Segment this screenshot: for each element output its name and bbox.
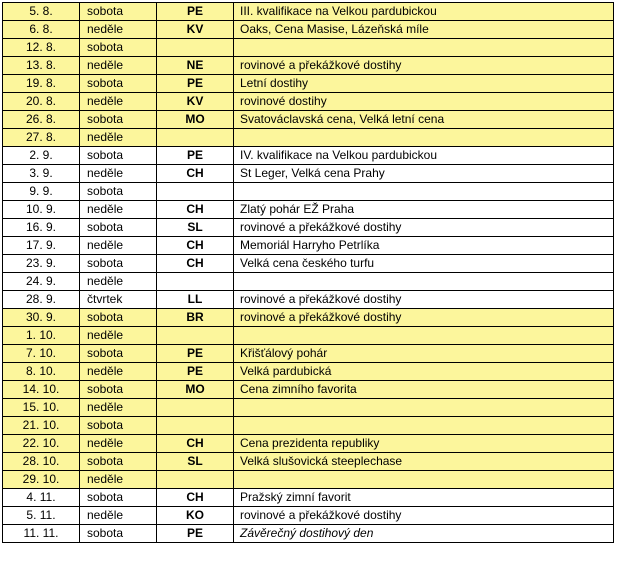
- event-cell: [234, 399, 614, 417]
- date-cell: 27. 8.: [3, 129, 80, 147]
- track-code-cell: KV: [157, 21, 234, 39]
- table-row: [3, 453, 614, 471]
- track-code-cell: PE: [157, 345, 234, 363]
- event-cell: IV. kvalifikace na Velkou pardubickou: [234, 147, 614, 165]
- event-cell: [234, 273, 614, 291]
- track-code-cell: CH: [157, 255, 234, 273]
- date-cell: 8. 10.: [3, 363, 80, 381]
- day-cell: neděle: [80, 237, 157, 255]
- track-code-cell: PE: [157, 363, 234, 381]
- date-cell: 4. 11.: [3, 489, 80, 507]
- event-cell: [234, 327, 614, 345]
- track-code-cell: CH: [157, 165, 234, 183]
- table-row: [3, 525, 614, 543]
- event-cell: St Leger, Velká cena Prahy: [234, 165, 614, 183]
- track-code-cell: [157, 399, 234, 417]
- event-cell: rovinové a překážkové dostihy: [234, 57, 614, 75]
- event-cell: [234, 129, 614, 147]
- event-cell: rovinové a překážkové dostihy: [234, 507, 614, 525]
- date-cell: 10. 9.: [3, 201, 80, 219]
- table-row: [3, 129, 614, 147]
- day-cell: neděle: [80, 363, 157, 381]
- day-cell: sobota: [80, 39, 157, 57]
- date-cell: 20. 8.: [3, 93, 80, 111]
- day-cell: neděle: [80, 129, 157, 147]
- event-cell: rovinové a překážkové dostihy: [234, 291, 614, 309]
- day-cell: sobota: [80, 345, 157, 363]
- date-cell: 14. 10.: [3, 381, 80, 399]
- track-code-cell: PE: [157, 147, 234, 165]
- track-code-cell: MO: [157, 111, 234, 129]
- table-row: [3, 75, 614, 93]
- track-code-cell: SL: [157, 219, 234, 237]
- track-code-cell: BR: [157, 309, 234, 327]
- table-row: [3, 21, 614, 39]
- track-code-cell: KV: [157, 93, 234, 111]
- event-cell: Závěrečný dostihový den: [234, 525, 614, 543]
- date-cell: 30. 9.: [3, 309, 80, 327]
- track-code-cell: CH: [157, 237, 234, 255]
- table-row: [3, 381, 614, 399]
- table-row: [3, 147, 614, 165]
- day-cell: sobota: [80, 75, 157, 93]
- date-cell: 9. 9.: [3, 183, 80, 201]
- event-cell: Velká cena českého turfu: [234, 255, 614, 273]
- day-cell: neděle: [80, 399, 157, 417]
- event-cell: rovinové a překážkové dostihy: [234, 309, 614, 327]
- table-row: [3, 183, 614, 201]
- table-row: [3, 93, 614, 111]
- event-cell: Svatováclavská cena, Velká letní cena: [234, 111, 614, 129]
- table-row: [3, 363, 614, 381]
- track-code-cell: LL: [157, 291, 234, 309]
- date-cell: 26. 8.: [3, 111, 80, 129]
- table-row: [3, 3, 614, 21]
- table-row: [3, 291, 614, 309]
- date-cell: 16. 9.: [3, 219, 80, 237]
- track-code-cell: [157, 39, 234, 57]
- day-cell: neděle: [80, 57, 157, 75]
- event-cell: [234, 39, 614, 57]
- event-cell: Velká slušovická steeplechase: [234, 453, 614, 471]
- day-cell: neděle: [80, 507, 157, 525]
- day-cell: neděle: [80, 165, 157, 183]
- event-cell: Memoriál Harryho Petrlíka: [234, 237, 614, 255]
- day-cell: sobota: [80, 417, 157, 435]
- date-cell: 24. 9.: [3, 273, 80, 291]
- date-cell: 13. 8.: [3, 57, 80, 75]
- day-cell: sobota: [80, 111, 157, 129]
- event-cell: Letní dostihy: [234, 75, 614, 93]
- event-cell: Oaks, Cena Masise, Lázeňská míle: [234, 21, 614, 39]
- event-cell: rovinové dostihy: [234, 93, 614, 111]
- track-code-cell: KO: [157, 507, 234, 525]
- date-cell: 21. 10.: [3, 417, 80, 435]
- table-row: [3, 39, 614, 57]
- track-code-cell: [157, 183, 234, 201]
- day-cell: sobota: [80, 219, 157, 237]
- date-cell: 1. 10.: [3, 327, 80, 345]
- day-cell: sobota: [80, 255, 157, 273]
- day-cell: neděle: [80, 93, 157, 111]
- event-cell: [234, 183, 614, 201]
- track-code-cell: CH: [157, 489, 234, 507]
- event-cell: [234, 471, 614, 489]
- date-cell: 3. 9.: [3, 165, 80, 183]
- track-code-cell: PE: [157, 75, 234, 93]
- event-cell: Křišťálový pohár: [234, 345, 614, 363]
- track-code-cell: NE: [157, 57, 234, 75]
- date-cell: 11. 11.: [3, 525, 80, 543]
- date-cell: 17. 9.: [3, 237, 80, 255]
- track-code-cell: MO: [157, 381, 234, 399]
- table-row: [3, 399, 614, 417]
- track-code-cell: [157, 417, 234, 435]
- day-cell: čtvrtek: [80, 291, 157, 309]
- table-row: [3, 309, 614, 327]
- day-cell: neděle: [80, 21, 157, 39]
- table-row: [3, 219, 614, 237]
- day-cell: neděle: [80, 327, 157, 345]
- day-cell: sobota: [80, 453, 157, 471]
- date-cell: 23. 9.: [3, 255, 80, 273]
- day-cell: sobota: [80, 309, 157, 327]
- event-cell: [234, 417, 614, 435]
- date-cell: 6. 8.: [3, 21, 80, 39]
- table-row: [3, 57, 614, 75]
- table-row: [3, 489, 614, 507]
- track-code-cell: PE: [157, 3, 234, 21]
- track-code-cell: [157, 129, 234, 147]
- day-cell: neděle: [80, 435, 157, 453]
- date-cell: 7. 10.: [3, 345, 80, 363]
- day-cell: sobota: [80, 183, 157, 201]
- day-cell: neděle: [80, 471, 157, 489]
- day-cell: sobota: [80, 525, 157, 543]
- date-cell: 29. 10.: [3, 471, 80, 489]
- day-cell: sobota: [80, 381, 157, 399]
- day-cell: neděle: [80, 273, 157, 291]
- date-cell: 5. 11.: [3, 507, 80, 525]
- table-row: [3, 327, 614, 345]
- table-row: [3, 165, 614, 183]
- day-cell: sobota: [80, 3, 157, 21]
- table-row: [3, 111, 614, 129]
- track-code-cell: [157, 471, 234, 489]
- event-cell: Zlatý pohár EŽ Praha: [234, 201, 614, 219]
- table-row: [3, 417, 614, 435]
- event-cell: Pražský zimní favorit: [234, 489, 614, 507]
- table-row: [3, 255, 614, 273]
- race-calendar-body: [3, 3, 614, 543]
- track-code-cell: CH: [157, 435, 234, 453]
- event-cell: Cena prezidenta republiky: [234, 435, 614, 453]
- table-row: [3, 345, 614, 363]
- date-cell: 19. 8.: [3, 75, 80, 93]
- date-cell: 22. 10.: [3, 435, 80, 453]
- table-row: [3, 201, 614, 219]
- date-cell: 15. 10.: [3, 399, 80, 417]
- table-row: [3, 507, 614, 525]
- date-cell: 28. 9.: [3, 291, 80, 309]
- table-row: [3, 435, 614, 453]
- event-cell: Cena zimního favorita: [234, 381, 614, 399]
- track-code-cell: CH: [157, 201, 234, 219]
- event-cell: III. kvalifikace na Velkou pardubickou: [234, 3, 614, 21]
- date-cell: 12. 8.: [3, 39, 80, 57]
- track-code-cell: [157, 327, 234, 345]
- track-code-cell: SL: [157, 453, 234, 471]
- race-calendar-table: [2, 2, 614, 543]
- table-row: [3, 237, 614, 255]
- date-cell: 2. 9.: [3, 147, 80, 165]
- date-cell: 28. 10.: [3, 453, 80, 471]
- day-cell: sobota: [80, 489, 157, 507]
- table-row: [3, 471, 614, 489]
- table-row: [3, 273, 614, 291]
- track-code-cell: [157, 273, 234, 291]
- day-cell: neděle: [80, 201, 157, 219]
- event-cell: Velká pardubická: [234, 363, 614, 381]
- track-code-cell: PE: [157, 525, 234, 543]
- date-cell: 5. 8.: [3, 3, 80, 21]
- event-cell: rovinové a překážkové dostihy: [234, 219, 614, 237]
- day-cell: sobota: [80, 147, 157, 165]
